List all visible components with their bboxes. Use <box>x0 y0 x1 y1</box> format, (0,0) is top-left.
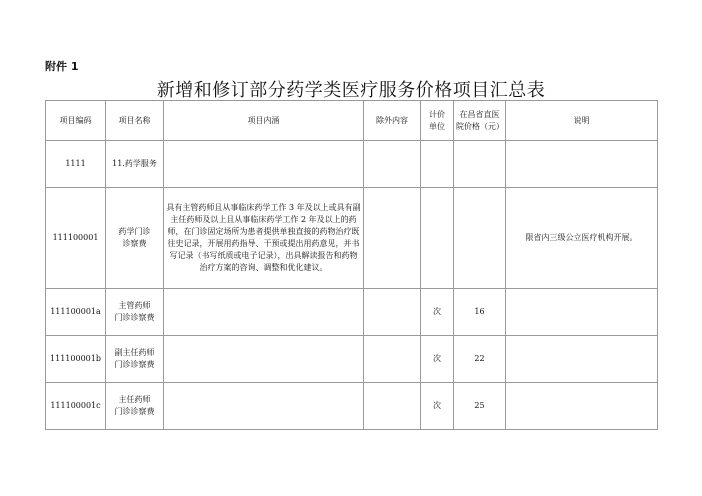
cell-content <box>164 289 364 336</box>
table-row <box>46 383 658 430</box>
header-excluded: 除外内容 <box>364 101 421 141</box>
cell-excluded <box>364 289 421 336</box>
cell-name <box>106 383 164 430</box>
page-title: 新增和修订部分药学类医疗服务价格项目汇总表 <box>156 80 546 101</box>
cell-unit <box>421 141 454 188</box>
cell-name <box>106 289 164 336</box>
cell-code: 111100001c <box>46 383 106 430</box>
cell-code: 111100001a <box>46 289 106 336</box>
cell-note: 限省内三级公立医疗机构开展。 <box>506 188 658 289</box>
cell-name-line1: 副主任药师 <box>114 348 155 357</box>
cell-content <box>164 141 364 188</box>
table-row <box>46 188 658 289</box>
cell-name-line1: 11.药学服务 <box>112 159 157 168</box>
cell-name <box>106 188 164 289</box>
cell-excluded <box>364 336 421 383</box>
cell-name-line2: 门诊诊察费 <box>114 360 155 369</box>
cell-content <box>164 383 364 430</box>
cell-code: 111100001b <box>46 336 106 383</box>
cell-name-line1: 药学门诊 <box>118 227 151 236</box>
cell-name <box>106 336 164 383</box>
cell-name <box>106 141 164 188</box>
cell-price: 16 <box>454 289 506 336</box>
cell-price <box>454 188 506 289</box>
cell-price: 25 <box>454 383 506 430</box>
header-unit <box>421 101 454 141</box>
table-header-row <box>46 101 658 141</box>
cell-unit: 次 <box>421 289 454 336</box>
cell-price <box>454 141 506 188</box>
cell-content: 具有主管药师且从事临床药学工作 3 年及以上或具有副主任药师及以上且从事临床药学工作 2 年及以上的药师，在门诊固定场所为患者提供单独直接的药物治疗既往史记录，开展用药指导、干预或提出用药意见，并书写记录（书写纸质或电子记录），出具解读报告和药物治疗方案的咨询、调整和优化建议。 <box>164 188 364 289</box>
header-unit-line1: 计价 <box>429 109 445 119</box>
header-note: 说明 <box>506 101 658 141</box>
attachment-label: 附件 1 <box>45 60 79 73</box>
cell-unit <box>421 188 454 289</box>
header-price-line2: 院价格（元） <box>456 121 504 131</box>
cell-excluded <box>364 188 421 289</box>
cell-note <box>506 141 658 188</box>
table-row <box>46 336 658 383</box>
header-content: 项目内涵 <box>164 101 364 141</box>
table-row <box>46 289 658 336</box>
price-table <box>45 100 658 430</box>
cell-name-line2: 门诊诊察费 <box>114 407 155 416</box>
cell-unit: 次 <box>421 383 454 430</box>
header-unit-line2: 单位 <box>429 121 445 131</box>
header-code: 项目编码 <box>46 101 106 141</box>
cell-name-line2: 门诊诊察费 <box>114 313 155 322</box>
cell-code: 1111 <box>46 141 106 188</box>
cell-name-line1: 主任药师 <box>118 395 151 404</box>
cell-name-line1: 主管药师 <box>118 301 151 310</box>
cell-content <box>164 336 364 383</box>
cell-code: 111100001 <box>46 188 106 289</box>
cell-note <box>506 289 658 336</box>
header-price <box>454 101 506 141</box>
header-price-line1: 在昌省直医 <box>459 109 500 119</box>
table-row <box>46 141 658 188</box>
cell-excluded <box>364 141 421 188</box>
cell-unit: 次 <box>421 336 454 383</box>
cell-note <box>506 383 658 430</box>
cell-name-line2: 诊察费 <box>122 239 147 248</box>
cell-excluded <box>364 383 421 430</box>
cell-price: 22 <box>454 336 506 383</box>
cell-note <box>506 336 658 383</box>
header-name: 项目名称 <box>106 101 164 141</box>
